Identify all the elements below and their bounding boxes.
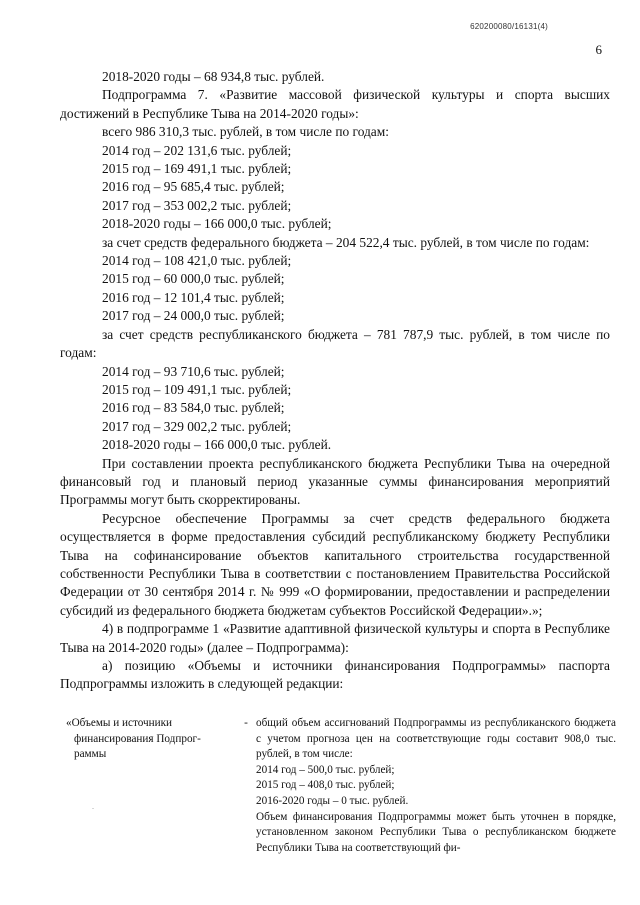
table-value-line: 2016-2020 годы – 0 тыс. рублей. bbox=[256, 794, 409, 807]
stray-mark: . bbox=[92, 802, 94, 811]
table-label-line: финансирования Подпрог- bbox=[74, 732, 201, 745]
body-paragraph: 4) в подпрограмме 1 «Развитие адаптивной физической культуры и спорта в Республике Тыва на 2014-2020 годы» (далее – Подпрограмма): bbox=[60, 621, 610, 655]
financing-table bbox=[60, 716, 616, 856]
body-paragraph: 2016 год – 95 685,4 тыс. рублей; bbox=[102, 179, 285, 195]
body-paragraph: 2014 год – 93 710,6 тыс. рублей; bbox=[102, 363, 285, 379]
body-paragraph: При составлении проекта республиканского бюджета Республики Тыва на очередной финансовый год и плановый период указанные суммы финансирования мероприятий Программы могут быть скорректированы. bbox=[60, 455, 610, 508]
body-paragraph: 2017 год – 329 002,2 тыс. рублей; bbox=[102, 418, 292, 434]
body-paragraph: за счет средств республиканского бюджета – 781 787,9 тыс. рублей, в том числе по годам: bbox=[60, 326, 610, 361]
body-paragraph: всего 986 310,3 тыс. рублей, в том числе по годам: bbox=[102, 124, 389, 140]
table-dash: - bbox=[244, 717, 248, 729]
table-value-line: 2015 год – 408,0 тыс. рублей; bbox=[256, 779, 395, 792]
body-paragraph: Подпрограмма 7. «Развитие массовой физической культуры и спорта высших достижений в Республике Тыва на 2014-2020 годы»: bbox=[60, 87, 610, 121]
body-paragraph: 2015 год – 109 491,1 тыс. рублей; bbox=[102, 381, 292, 397]
body-paragraph: 2018-2020 годы – 166 000,0 тыс. рублей; bbox=[102, 216, 332, 232]
page-number: 6 bbox=[595, 42, 602, 57]
body-text bbox=[60, 68, 610, 694]
body-paragraph: 2016 год – 83 584,0 тыс. рублей; bbox=[102, 400, 285, 416]
body-paragraph: 2014 год – 202 131,6 тыс. рублей; bbox=[102, 142, 292, 158]
body-paragraph: 2017 год – 353 002,2 тыс. рублей; bbox=[102, 197, 292, 213]
document-id: 620200080/16131(4) bbox=[470, 22, 548, 31]
table-value-cell bbox=[256, 716, 616, 856]
body-paragraph: 2015 год – 60 000,0 тыс. рублей; bbox=[102, 271, 285, 287]
body-paragraph: 2014 год – 108 421,0 тыс. рублей; bbox=[102, 253, 292, 269]
body-paragraph: 2018-2020 годы – 166 000,0 тыс. рублей. bbox=[102, 437, 332, 453]
body-paragraph: Ресурсное обеспечение Программы за счет средств федерального бюджета осуществляется в форме предоставления субсидий республиканскому бюджету Республики Тыва на софинансирование объектов капитального строительства государственной собственности Республики Тыва в соответствии с постановлением Правительства Российской Федерации от 30 сентября 2014 г. № 999 «О формировании, предоставлении и распределении субсидий из федерального бюджета бюджетам субъектов Российской Федерации».»; bbox=[60, 510, 610, 618]
table-value-line: 2014 год – 500,0 тыс. рублей; bbox=[256, 763, 395, 776]
table-label-line: «Объемы и источники bbox=[66, 717, 173, 729]
table-value-line: Объем финансирования Подпрограммы может быть уточнен в порядке, установленном законом Республики Тыва о республиканском бюджете Республики Тыва на соответствующий фи- bbox=[256, 810, 616, 854]
table-value-line: общий объем ассигнований Подпрограммы из республиканского бюджета с учетом прогноза цен на соответствующие годы составит 908,0 тыс. рублей, в том числе: bbox=[256, 717, 616, 761]
body-paragraph: а) позицию «Объемы и источники финансирования Подпрограммы» паспорта Подпрограммы изложить в следующей редакции: bbox=[60, 658, 610, 692]
body-paragraph: 2015 год – 169 491,1 тыс. рублей; bbox=[102, 161, 292, 177]
body-paragraph: 2018-2020 годы – 68 934,8 тыс. рублей. bbox=[102, 69, 325, 84]
table-label-cell bbox=[60, 716, 236, 856]
body-paragraph: 2017 год – 24 000,0 тыс. рублей; bbox=[102, 308, 285, 324]
body-paragraph: 2016 год – 12 101,4 тыс. рублей; bbox=[102, 289, 285, 305]
table-label-line: раммы bbox=[74, 748, 107, 761]
body-paragraph: за счет средств федерального бюджета – 204 522,4 тыс. рублей, в том числе по годам: bbox=[102, 234, 590, 250]
